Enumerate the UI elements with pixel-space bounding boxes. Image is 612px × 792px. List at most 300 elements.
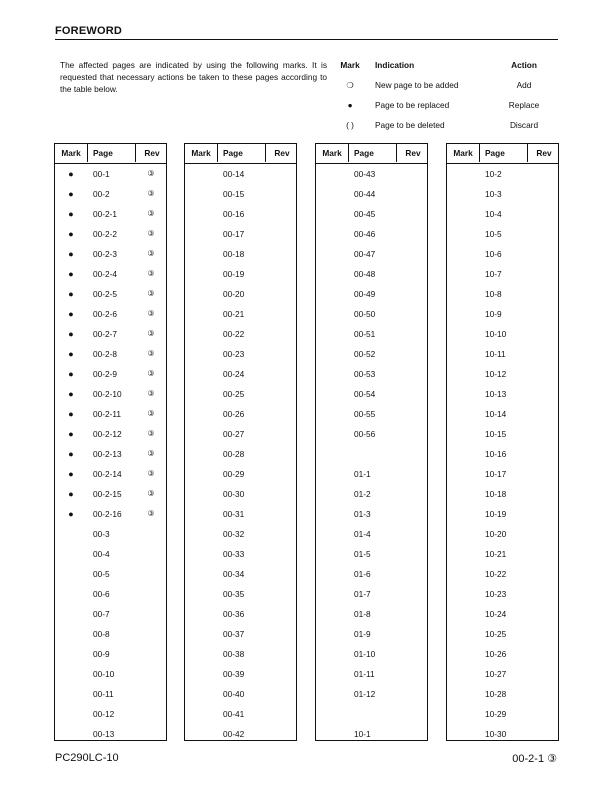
table-row <box>447 664 558 684</box>
table-row <box>185 184 296 204</box>
page-table-3 <box>315 143 428 741</box>
page-number: 00-47 <box>354 249 376 259</box>
page-number: 01-1 <box>354 469 371 479</box>
table-row <box>316 584 427 604</box>
table-row <box>185 424 296 444</box>
table-row <box>316 504 427 524</box>
new-page-mark-icon: ❍ <box>346 80 354 90</box>
page-number: 00-2-14 <box>93 469 122 479</box>
page-number: 00-6 <box>93 589 110 599</box>
table-row <box>316 404 427 424</box>
legend-row-discard <box>334 119 564 131</box>
table-row <box>316 464 427 484</box>
table-row <box>316 524 427 544</box>
table-row <box>55 604 166 624</box>
table-row <box>185 624 296 644</box>
table-row <box>185 264 296 284</box>
table-row <box>185 204 296 224</box>
table-row <box>55 464 166 484</box>
page-number: 10-12 <box>485 369 507 379</box>
page-number: 00-55 <box>354 409 376 419</box>
page-number: 00-2-11 <box>93 409 121 419</box>
page-number: 00-2-12 <box>93 429 122 439</box>
header-page: Page <box>223 148 243 158</box>
page-number: 00-12 <box>93 709 115 719</box>
legend-action: Discard <box>509 120 539 130</box>
table-row <box>55 624 166 644</box>
table-row <box>447 504 558 524</box>
table-row <box>55 404 166 424</box>
page-number: 00-2-3 <box>93 249 117 259</box>
table-row <box>55 544 166 564</box>
page-number: 10-24 <box>485 609 507 619</box>
table-row <box>55 704 166 724</box>
page-number: 00-11 <box>93 689 114 699</box>
revision-number: ③ <box>147 169 155 178</box>
table-row <box>447 344 558 364</box>
page-number: 10-18 <box>485 489 507 499</box>
legend-indication: Page to be replaced <box>375 100 450 110</box>
table-row <box>447 524 558 544</box>
table-row <box>447 544 558 564</box>
table-row <box>185 604 296 624</box>
page-title: FOREWORD <box>55 25 558 40</box>
footer-page-number: 00-2-1 ③ <box>512 753 557 765</box>
revision-number: ③ <box>147 449 155 458</box>
revision-number: ③ <box>147 189 155 198</box>
page-number: 10-22 <box>485 569 507 579</box>
table-row <box>185 544 296 564</box>
page-number: 00-51 <box>354 329 376 339</box>
revision-number: ③ <box>147 429 155 438</box>
page-number: 00-22 <box>223 329 245 339</box>
table-row <box>316 704 427 724</box>
legend-header-indication: Indication <box>375 60 415 70</box>
replace-mark-icon: ● <box>68 189 74 199</box>
page-number: 10-16 <box>485 449 507 459</box>
table-row <box>185 724 296 744</box>
page-number: 00-49 <box>354 289 376 299</box>
page-number: 00-45 <box>354 209 376 219</box>
page-number: 01-2 <box>354 489 371 499</box>
page-number: 00-2 <box>93 189 110 199</box>
page-number: 00-2-6 <box>93 309 117 319</box>
replace-mark-icon: ● <box>68 209 74 219</box>
table-row <box>55 264 166 284</box>
page-number: 00-30 <box>223 489 245 499</box>
table-row <box>55 584 166 604</box>
table-row <box>55 384 166 404</box>
table-row <box>185 464 296 484</box>
page-number: 00-2-10 <box>93 389 122 399</box>
page-number: 00-1 <box>93 169 110 179</box>
table-header <box>55 144 166 164</box>
table-row <box>55 224 166 244</box>
page-number: 01-8 <box>354 609 371 619</box>
table-row <box>185 404 296 424</box>
page-number: 00-2-13 <box>93 449 122 459</box>
page-number: 10-23 <box>485 589 507 599</box>
page-number: 00-20 <box>223 289 245 299</box>
table-row <box>316 204 427 224</box>
page-number: 01-7 <box>354 589 371 599</box>
legend-indication: Page to be deleted <box>375 120 445 130</box>
table-row <box>185 384 296 404</box>
page-number: 01-6 <box>354 569 371 579</box>
page-number: 00-19 <box>223 269 245 279</box>
table-row <box>447 264 558 284</box>
table-row <box>185 284 296 304</box>
page-number: 00-15 <box>223 189 245 199</box>
replace-mark-icon: ● <box>68 489 74 499</box>
page-number: 00-29 <box>223 469 245 479</box>
replace-mark-icon: ● <box>68 349 74 359</box>
page-number: 00-40 <box>223 689 245 699</box>
table-row <box>447 304 558 324</box>
legend-header <box>334 59 564 71</box>
page-number: 01-12 <box>354 689 376 699</box>
table-row <box>447 564 558 584</box>
page-number: 00-2-9 <box>93 369 117 379</box>
replace-mark-icon: ● <box>68 309 74 319</box>
page-number: 00-13 <box>93 729 115 739</box>
page-number: 00-32 <box>223 529 245 539</box>
page-number: 01-10 <box>354 649 376 659</box>
table-row <box>55 664 166 684</box>
page-number: 10-28 <box>485 689 507 699</box>
table-row <box>185 704 296 724</box>
table-row <box>316 284 427 304</box>
table-row <box>55 524 166 544</box>
page-number: 00-16 <box>223 209 245 219</box>
page-number: 00-56 <box>354 429 376 439</box>
replace-mark-icon: ● <box>68 249 74 259</box>
table-row <box>316 664 427 684</box>
page-number: 10-8 <box>485 289 502 299</box>
table-row <box>55 204 166 224</box>
page-number: 00-36 <box>223 609 245 619</box>
page-number: 00-25 <box>223 389 245 399</box>
page-number: 10-25 <box>485 629 507 639</box>
page-number: 10-10 <box>485 329 507 339</box>
table-row <box>447 484 558 504</box>
table-row <box>447 724 558 744</box>
page-number: 00-21 <box>223 309 245 319</box>
table-row <box>447 184 558 204</box>
table-row <box>55 364 166 384</box>
table-row <box>316 304 427 324</box>
table-row <box>447 424 558 444</box>
page-number: 00-8 <box>93 629 110 639</box>
table-row <box>185 584 296 604</box>
page-number: 10-11 <box>485 349 506 359</box>
page-number: 00-4 <box>93 549 110 559</box>
page-number: 10-7 <box>485 269 502 279</box>
table-row <box>185 344 296 364</box>
table-row <box>55 484 166 504</box>
table-row <box>55 244 166 264</box>
table-row <box>55 424 166 444</box>
table-row <box>185 224 296 244</box>
page-number: 00-9 <box>93 649 110 659</box>
replace-mark-icon: ● <box>68 409 74 419</box>
table-row <box>55 724 166 744</box>
replace-mark-icon: ● <box>68 269 74 279</box>
table-row <box>185 444 296 464</box>
table-row <box>316 164 427 184</box>
table-row <box>316 424 427 444</box>
revision-number: ③ <box>147 509 155 518</box>
header-page: Page <box>93 148 113 158</box>
table-row <box>447 624 558 644</box>
page-number: 00-27 <box>223 429 245 439</box>
footer-model: PC290LC-10 <box>55 752 119 764</box>
page-number: 01-11 <box>354 669 375 679</box>
table-row <box>185 524 296 544</box>
replace-mark-icon: ● <box>68 429 74 439</box>
page-number: 00-46 <box>354 229 376 239</box>
table-row <box>185 164 296 184</box>
header-mark: Mark <box>447 144 480 162</box>
page-number: 00-37 <box>223 629 245 639</box>
legend-indication: New page to be added <box>375 80 459 90</box>
page-number: 01-4 <box>354 529 371 539</box>
table-row <box>447 364 558 384</box>
table-row <box>316 324 427 344</box>
page-number: 10-2 <box>485 169 502 179</box>
table-row <box>447 244 558 264</box>
table-row <box>447 704 558 724</box>
page-number: 10-21 <box>485 549 507 559</box>
revision-number: ③ <box>147 409 155 418</box>
table-row <box>55 644 166 664</box>
page-number: 00-31 <box>223 509 245 519</box>
revision-number: ③ <box>147 469 155 478</box>
table-row <box>447 324 558 344</box>
replace-mark-icon: ● <box>68 389 74 399</box>
header-page: Page <box>485 148 505 158</box>
table-row <box>316 444 427 464</box>
delete-mark-icon: ( ) <box>346 120 354 130</box>
table-row <box>55 324 166 344</box>
page-number: 00-44 <box>354 189 376 199</box>
revision-number: ③ <box>147 289 155 298</box>
table-header <box>185 144 296 164</box>
page-number: 00-48 <box>354 269 376 279</box>
table-row <box>185 664 296 684</box>
table-row <box>447 404 558 424</box>
page-number: 00-28 <box>223 449 245 459</box>
header-page: Page <box>354 148 374 158</box>
page-number: 10-15 <box>485 429 507 439</box>
replace-mark-icon: ● <box>68 449 74 459</box>
table-row <box>316 564 427 584</box>
page-number: 00-2-1 <box>93 209 117 219</box>
page-number: 00-53 <box>354 369 376 379</box>
replace-mark-icon: ● <box>68 229 74 239</box>
table-row <box>55 444 166 464</box>
replace-mark-icon: ● <box>68 469 74 479</box>
page-number: 00-24 <box>223 369 245 379</box>
page-number: 10-3 <box>485 189 502 199</box>
page-number: 00-2-2 <box>93 229 117 239</box>
legend-action: Replace <box>508 100 540 110</box>
page-table-4 <box>446 143 559 741</box>
header-rev: Rev <box>396 144 429 162</box>
table-row <box>447 444 558 464</box>
page-number: 00-5 <box>93 569 110 579</box>
legend-row-add <box>334 79 564 91</box>
page-number: 00-7 <box>93 609 110 619</box>
page-number: 00-10 <box>93 669 115 679</box>
revision-number: ③ <box>147 489 155 498</box>
header-mark: Mark <box>55 144 88 162</box>
table-row <box>185 364 296 384</box>
page-number: 00-2-15 <box>93 489 122 499</box>
table-row <box>447 384 558 404</box>
page-number: 10-29 <box>485 709 507 719</box>
page-number: 10-17 <box>485 469 507 479</box>
table-row <box>316 344 427 364</box>
page-number: 00-26 <box>223 409 245 419</box>
revision-number: ③ <box>147 389 155 398</box>
page-number: 00-33 <box>223 549 245 559</box>
table-row <box>185 504 296 524</box>
table-row <box>55 684 166 704</box>
table-row <box>55 304 166 324</box>
header-mark: Mark <box>316 144 349 162</box>
page-number: 00-34 <box>223 569 245 579</box>
revision-number: ③ <box>147 309 155 318</box>
page-number: 00-52 <box>354 349 376 359</box>
page-number: 00-17 <box>223 229 245 239</box>
table-row <box>316 364 427 384</box>
table-row <box>55 564 166 584</box>
page-number: 10-5 <box>485 229 502 239</box>
page-table-2 <box>184 143 297 741</box>
table-row <box>316 384 427 404</box>
table-row <box>316 244 427 264</box>
table-row <box>55 284 166 304</box>
header-rev: Rev <box>265 144 298 162</box>
table-row <box>316 684 427 704</box>
table-row <box>316 624 427 644</box>
table-header <box>447 144 558 164</box>
page-number: 00-18 <box>223 249 245 259</box>
table-row <box>185 244 296 264</box>
page-number: 00-2-8 <box>93 349 117 359</box>
page-table-1 <box>54 143 167 741</box>
page-number: 10-13 <box>485 389 507 399</box>
page-number: 10-30 <box>485 729 507 739</box>
page-number: 10-19 <box>485 509 507 519</box>
table-row <box>316 184 427 204</box>
revision-number: ③ <box>147 329 155 338</box>
page-number: 01-5 <box>354 549 371 559</box>
table-row <box>316 724 427 744</box>
table-row <box>185 484 296 504</box>
revision-number: ③ <box>147 349 155 358</box>
replace-mark-icon: ● <box>68 169 74 179</box>
table-row <box>185 324 296 344</box>
replace-mark-icon: ● <box>68 509 74 519</box>
table-row <box>447 584 558 604</box>
table-row <box>447 224 558 244</box>
page-number: 10-26 <box>485 649 507 659</box>
revision-number: ③ <box>147 369 155 378</box>
page-number: 00-39 <box>223 669 245 679</box>
page-number: 10-9 <box>485 309 502 319</box>
revision-number: ③ <box>147 249 155 258</box>
page-number: 00-14 <box>223 169 245 179</box>
table-row <box>447 164 558 184</box>
table-row <box>316 604 427 624</box>
page-number: 00-2-5 <box>93 289 117 299</box>
revision-number: ③ <box>147 209 155 218</box>
table-row <box>447 204 558 224</box>
table-row <box>185 684 296 704</box>
page-number: 00-41 <box>223 709 245 719</box>
table-row <box>185 304 296 324</box>
replace-mark-icon: ● <box>347 100 353 110</box>
replace-mark-icon: ● <box>68 289 74 299</box>
table-row <box>185 564 296 584</box>
page-number: 10-20 <box>485 529 507 539</box>
page-number: 01-3 <box>354 509 371 519</box>
header-rev: Rev <box>527 144 560 162</box>
table-row <box>447 284 558 304</box>
legend-action: Add <box>516 80 532 90</box>
table-row <box>447 464 558 484</box>
page-number: 10-27 <box>485 669 507 679</box>
page-number: 10-14 <box>485 409 507 419</box>
page-number: 00-3 <box>93 529 110 539</box>
page-number: 00-42 <box>223 729 245 739</box>
table-row <box>447 684 558 704</box>
page-number: 00-54 <box>354 389 376 399</box>
table-row <box>316 484 427 504</box>
page-number: 00-23 <box>223 349 245 359</box>
table-row <box>55 164 166 184</box>
page-number: 00-35 <box>223 589 245 599</box>
page-number: 00-43 <box>354 169 376 179</box>
page-number: 10-1 <box>354 729 371 739</box>
header-rev: Rev <box>135 144 168 162</box>
table-row <box>447 644 558 664</box>
page-number: 01-9 <box>354 629 371 639</box>
page-number: 10-6 <box>485 249 502 259</box>
page-number: 00-2-7 <box>93 329 117 339</box>
table-row <box>185 644 296 664</box>
header-mark: Mark <box>185 144 218 162</box>
table-row <box>55 344 166 364</box>
page-number: 10-4 <box>485 209 502 219</box>
table-row <box>316 264 427 284</box>
legend-header-action: Action <box>511 60 537 70</box>
table-header <box>316 144 427 164</box>
intro-paragraph: The affected pages are indicated by using the following marks. It is requested that necessary actions be taken to these pages according to the table below. <box>60 60 327 94</box>
replace-mark-icon: ● <box>68 329 74 339</box>
table-row <box>55 184 166 204</box>
revision-number: ③ <box>147 229 155 238</box>
table-row <box>316 224 427 244</box>
table-row <box>55 504 166 524</box>
page-number: 00-38 <box>223 649 245 659</box>
legend-row-replace <box>334 99 564 111</box>
revision-number: ③ <box>147 269 155 278</box>
page-number: 00-2-16 <box>93 509 122 519</box>
table-row <box>316 644 427 664</box>
